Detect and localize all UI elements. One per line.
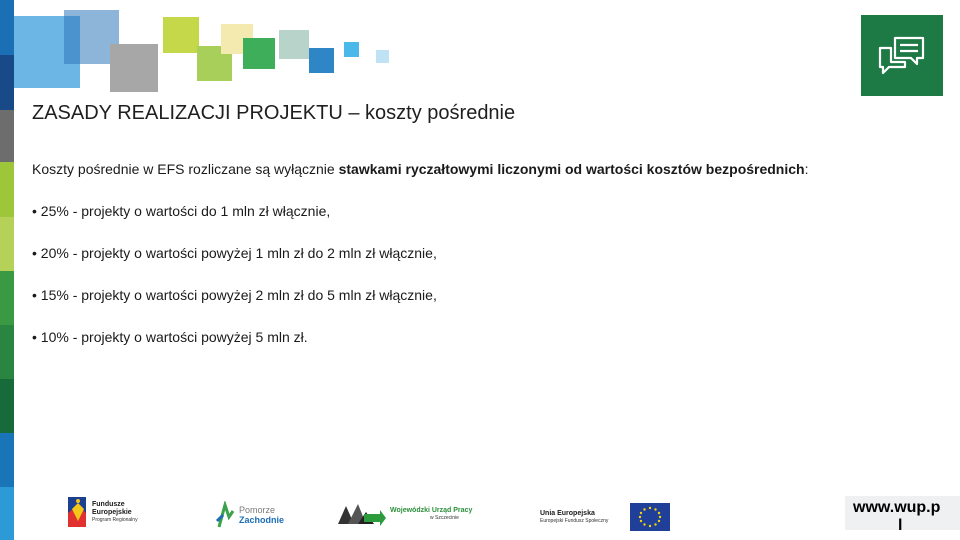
strip-segment	[0, 0, 14, 55]
website-url[interactable]: www.wup.p	[853, 499, 941, 516]
strip-segment	[0, 110, 14, 162]
bullet-item: • 15% - projekty o wartości powyżej 2 mln zł do 5 mln zł włącznie,	[32, 287, 437, 303]
bullet-item: • 25% - projekty o wartości do 1 mln zł włącznie,	[32, 203, 331, 219]
page-title: ZASADY REALIZACJI PROJEKTU – koszty pośrednie	[32, 102, 516, 124]
strip-segment	[0, 433, 14, 487]
unia-europejska-logo	[540, 502, 675, 532]
strip-segment	[0, 162, 14, 217]
decor-square	[163, 17, 199, 53]
pomorze-line2: Zachodnie	[239, 515, 285, 525]
intro-end: :	[804, 161, 809, 177]
chat-icon-box	[861, 15, 943, 96]
fe-line1: Fundusze	[92, 500, 125, 508]
fe-line2: Europejskie	[92, 508, 132, 516]
bullet-item: • 10% - projekty o wartości powyżej 5 mln zł.	[32, 329, 308, 345]
speech-bubbles-icon	[877, 34, 927, 78]
strip-segment	[0, 217, 14, 271]
fe-line3: Program Regionalny	[92, 516, 138, 523]
strip-segment	[0, 325, 14, 379]
wup-szczecin-logo	[336, 500, 481, 528]
bullet-item: • 20% - projekty o wartości powyżej 1 mln zł do 2 mln zł włącznie,	[32, 245, 437, 261]
decor-square	[243, 38, 275, 69]
intro-text: Koszty pośrednie w EFS rozliczane są wyłącznie	[32, 161, 339, 177]
pomorze-zachodnie-logo	[215, 500, 285, 530]
wup-line1: Wojewódzki Urząd Pracy	[390, 506, 473, 514]
intro-paragraph	[32, 160, 912, 178]
left-color-strip	[0, 0, 14, 540]
strip-segment	[0, 271, 14, 325]
strip-segment	[0, 487, 14, 540]
decor-square	[110, 44, 158, 92]
ue-line2: Europejski Fundusz Społeczny	[540, 517, 609, 524]
intro-emphasis: stawkami ryczałtowymi liczonymi od wartości kosztów bezpośrednich	[338, 161, 805, 177]
wup-line2: w Szczecinie	[430, 514, 459, 521]
ue-line1: Unia Europejska	[540, 509, 595, 517]
wup-emblem-icon	[336, 500, 386, 528]
decor-square	[279, 30, 309, 59]
decor-square	[309, 48, 334, 73]
decor-square	[344, 42, 359, 57]
fe-emblem-icon	[66, 495, 88, 529]
strip-segment	[0, 379, 14, 433]
pomorze-emblem-icon	[215, 501, 237, 529]
website-url-end[interactable]: l	[898, 517, 903, 534]
decor-square	[376, 50, 389, 63]
pomorze-line1: Pomorze	[239, 505, 276, 515]
eu-flag-icon	[630, 503, 670, 531]
strip-segment	[0, 55, 14, 110]
fundusze-europejskie-logo	[66, 495, 166, 529]
